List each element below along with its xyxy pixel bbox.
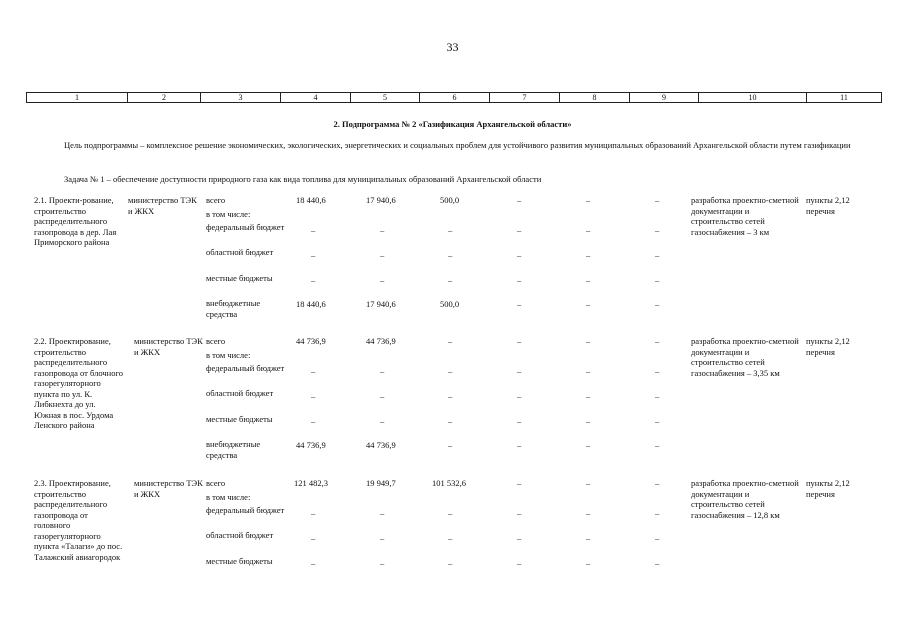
row-label-total: всего [206, 336, 226, 346]
goal-text: Цель подпрограммы – комплексное решение экономических, экологических, энергетических и социальных проблем для устойчивого развития муниципальных образований Архангельской области путем газификации [64, 140, 851, 150]
dash: – [448, 416, 453, 426]
dash: – [586, 391, 591, 401]
item-responsible: министерство ТЭК и ЖКХ [134, 478, 203, 499]
dash: – [655, 336, 660, 346]
dash: – [380, 416, 385, 426]
dash: – [517, 225, 522, 235]
dash: – [517, 508, 522, 518]
dash: – [655, 275, 660, 285]
column-number: 3 [201, 93, 281, 103]
dash: – [655, 478, 660, 488]
value-total: 101 532,6 [432, 478, 466, 488]
dash: – [517, 195, 522, 205]
dash: – [655, 225, 660, 235]
row-label-regional: областной бюджет [206, 388, 274, 398]
dash: – [448, 533, 453, 543]
dash: – [380, 250, 385, 260]
item-name: 2.2. Проектирование, строительство распределительного газопровода от блочного газорегуляторного пункта по ул. К. Либкнехта до ул. Южная в пос. Урдома Ленского района [34, 336, 124, 430]
row-label-including: в том числе: [206, 350, 251, 360]
column-number: 1 [27, 93, 128, 103]
value-total: 19 949,7 [366, 478, 396, 488]
value-offbudget: 17 940,6 [366, 299, 396, 309]
dash: – [586, 558, 591, 568]
dash: – [380, 558, 385, 568]
row-label-federal: федеральный бюджет [206, 222, 285, 232]
row-label-local: местные бюджеты [206, 273, 273, 283]
column-number: 8 [560, 93, 630, 103]
dash: – [311, 508, 316, 518]
dash: – [586, 195, 591, 205]
item-responsible: министерство ТЭК и ЖКХ [128, 195, 197, 216]
dash: – [448, 336, 453, 346]
value-total: 17 940,6 [366, 195, 396, 205]
dash: – [517, 478, 522, 488]
row-label-offbudget: внебюджетные средства [206, 439, 261, 460]
dash: – [655, 533, 660, 543]
dash: – [586, 416, 591, 426]
item-reference: пункты 2,12 перечня [806, 336, 850, 357]
dash: – [311, 533, 316, 543]
dash: – [586, 250, 591, 260]
item-result: разработка проектно-сметной документации и строительство сетей газоснабжения – 3 км [691, 195, 799, 237]
dash: – [517, 391, 522, 401]
dash: – [448, 225, 453, 235]
item-result: разработка проектно-сметной документации и строительство сетей газоснабжения – 3,35 км [691, 336, 799, 378]
dash: – [517, 299, 522, 309]
dash: – [380, 533, 385, 543]
dash: – [586, 336, 591, 346]
row-label-local: местные бюджеты [206, 414, 273, 424]
dash: – [586, 366, 591, 376]
value-offbudget: 18 440,6 [296, 299, 326, 309]
column-number: 7 [490, 93, 560, 103]
dash: – [311, 275, 316, 285]
dash: – [380, 275, 385, 285]
value-offbudget: 500,0 [440, 299, 460, 309]
dash: – [655, 558, 660, 568]
dash: – [517, 558, 522, 568]
dash: – [655, 250, 660, 260]
row-label-local: местные бюджеты [206, 556, 273, 566]
row-label-total: всего [206, 478, 226, 488]
dash: – [655, 195, 660, 205]
dash: – [380, 225, 385, 235]
value-offbudget: 44 736,9 [296, 440, 326, 450]
dash: – [586, 533, 591, 543]
column-header-table [26, 92, 882, 103]
column-number: 4 [281, 93, 351, 103]
value-total: 44 736,9 [366, 336, 396, 346]
dash: – [586, 275, 591, 285]
dash: – [586, 440, 591, 450]
dash: – [380, 508, 385, 518]
dash: – [448, 508, 453, 518]
value-total: 18 440,6 [296, 195, 326, 205]
dash: – [586, 299, 591, 309]
dash: – [311, 250, 316, 260]
item-responsible: министерство ТЭК и ЖКХ [134, 336, 203, 357]
row-label-offbudget: внебюджетные средства [206, 298, 261, 319]
dash: – [380, 391, 385, 401]
value-total: 500,0 [440, 195, 460, 205]
dash: – [311, 391, 316, 401]
row-label-federal: федеральный бюджет [206, 505, 285, 515]
dash: – [517, 336, 522, 346]
dash: – [380, 366, 385, 376]
column-number: 9 [630, 93, 699, 103]
dash: – [311, 416, 316, 426]
value-total: 44 736,9 [296, 336, 326, 346]
dash: – [448, 366, 453, 376]
item-reference: пункты 2,12 перечня [806, 195, 850, 216]
dash: – [448, 391, 453, 401]
dash: – [311, 366, 316, 376]
row-label-including: в том числе: [206, 209, 251, 219]
dash: – [448, 558, 453, 568]
value-offbudget: 44 736,9 [366, 440, 396, 450]
dash: – [586, 478, 591, 488]
row-label-regional: областной бюджет [206, 530, 274, 540]
dash: – [448, 440, 453, 450]
task-text: Задача № 1 – обеспечение доступности природного газа как вида топлива для муниципальных образований Архангельской области [64, 174, 542, 184]
section-title: 2. Подпрограмма № 2 «Газификация Архангельской области» [333, 119, 572, 129]
dash: – [517, 533, 522, 543]
dash: – [311, 225, 316, 235]
dash: – [655, 440, 660, 450]
item-reference: пункты 2,12 перечня [806, 478, 850, 499]
dash: – [586, 508, 591, 518]
row-label-including: в том числе: [206, 492, 251, 502]
row-label-federal: федеральный бюджет [206, 363, 285, 373]
dash: – [311, 558, 316, 568]
dash: – [655, 508, 660, 518]
dash: – [517, 250, 522, 260]
dash: – [448, 250, 453, 260]
dash: – [655, 416, 660, 426]
column-number: 2 [128, 93, 201, 103]
dash: – [586, 225, 591, 235]
item-name: 2.3. Проектирование, строительство распределительного газопровода от головного газорегуляторного пункта «Талаги» до пос. Талажский авиагородок [34, 478, 123, 562]
dash: – [517, 416, 522, 426]
row-label-total: всего [206, 195, 226, 205]
item-name: 2.1. Проекти-рование, строительство распределительного газопровода в дер. Лая Приморского района [34, 195, 117, 247]
dash: – [655, 366, 660, 376]
row-label-regional: областной бюджет [206, 247, 274, 257]
dash: – [655, 299, 660, 309]
column-number: 10 [699, 93, 807, 103]
item-result: разработка проектно-сметной документации и строительство сетей газоснабжения – 12,8 км [691, 478, 799, 520]
dash: – [517, 366, 522, 376]
column-number: 11 [807, 93, 882, 103]
page-number: 33 [446, 40, 459, 54]
dash: – [517, 275, 522, 285]
dash: – [655, 391, 660, 401]
dash: – [448, 275, 453, 285]
column-number: 6 [420, 93, 490, 103]
value-total: 121 482,3 [294, 478, 328, 488]
column-header-row [27, 93, 882, 103]
dash: – [517, 440, 522, 450]
column-number: 5 [351, 93, 420, 103]
